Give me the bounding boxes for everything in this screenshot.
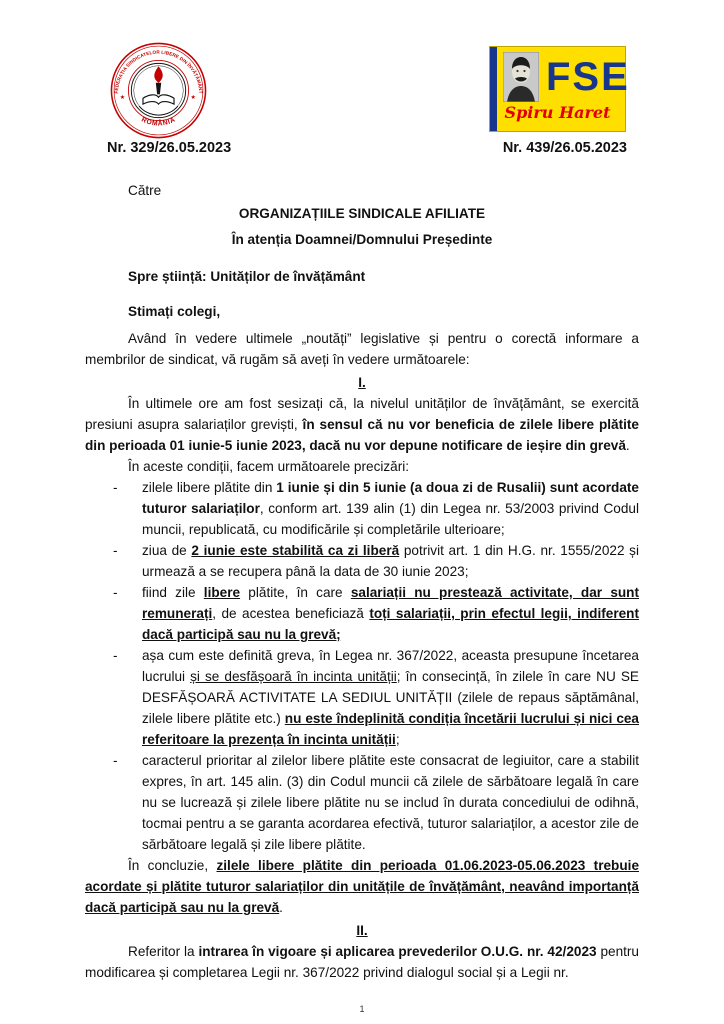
list-item-text: așa cum este definită greva, în Legea nr. 367/2022, aceasta presupune încetarea lucrului și se desfășoară în incinta unității; în consecință, în zilele în care NU SE DESFĂȘOARĂ ACTIVITATE LA SEDIUL UNITĂȚII (zilele de repaus săptămânal, zilele libere plătite etc.) nu este îndeplinită condiția încetării lucrului și nici cea referitoare la prezența în incinta unității; — [142, 648, 639, 747]
cc-line: Spre știință: Unităților de învățământ — [128, 269, 366, 284]
seal-star-right-icon: ★ — [190, 95, 196, 102]
list-dash: - — [113, 480, 118, 495]
list-dash: - — [113, 585, 118, 600]
to-label: Către — [128, 183, 162, 198]
seal-star-left-icon: ★ — [119, 95, 125, 102]
attention-line: În atenția Doamnei/Domnului Președinte — [231, 232, 493, 247]
page-footer — [0, 1004, 724, 1014]
paragraph-intro: Având în vedere ultimele „noutăți” legislative și pentru o corectă informare a membrilor de sindicat, vă rugăm să aveți în vedere următoarele: — [85, 331, 639, 367]
list-item-text: fiind zile libere plătite, în care salariații nu prestează activitate, dar sunt remunerați, de acestea beneficiază toți salariații, prin efectul legii, indiferent dacă participă sau nu la grevă; — [142, 585, 640, 642]
page-number: 1 — [359, 1004, 365, 1014]
list-item-text: ziua de 2 iunie este stabilită ca zi liberă potrivit art. 1 din H.G. nr. 1555/2022 și urmează a se recupera până la data de 30 iunie 2023; — [142, 543, 639, 579]
registration-number-right: Nr. 439/26.05.2023 — [502, 140, 627, 156]
seal-country-text: ROMÂNIA — [140, 116, 177, 128]
fse-logo — [489, 46, 630, 132]
list-dash: - — [113, 648, 118, 663]
fse-name: Spiru Haret — [504, 103, 611, 122]
paragraph-conclusion: În concluzie, zilele libere plătite din perioada 01.06.2023-05.06.2023 trebuie acordate și plătite tuturor salariaților din unitățile de învățământ, neavând importanță dacă participă sau nu la grevă. — [85, 858, 639, 915]
section-heading-1: I. — [358, 375, 366, 390]
paragraph-section2-lead: Referitor la intrarea în vigoare și aplicarea prevederilor O.U.G. nr. 42/2023 pentru modificarea și completarea Legii nr. 367/2022 privind dialogul social și a Legii nr. — [85, 944, 639, 980]
paragraph-section1-lead: În ultimele ore am fost sesizați că, la nivelul unităților de învățământ, se exercită presiuni asupra salariaților greviști, în sensul că nu vor beneficia de zilele libere plătite din perioada 01 iunie-5 iunie 2023, dacă nu vor depune notificare de ieșire din grevă. — [85, 396, 639, 453]
letterhead — [0, 0, 724, 176]
salutation: Stimați colegi, — [128, 304, 221, 319]
spiru-haret-portrait — [503, 52, 539, 102]
list-item — [85, 750, 639, 855]
list-item — [85, 540, 639, 582]
list-item-text: zilele libere plătite din 1 iunie și din 5 iunie (a doua zi de Rusalii) sunt acordate tuturor salariaților, conform art. 139 alin (1) din Legea nr. 53/2003 privind Codul muncii, republicată, cu modificările și completările ulterioare; — [142, 480, 639, 537]
fse-stripe — [490, 47, 497, 131]
seal-ring-text: FEDERAȚIA SINDICATELOR LIBERE DIN ÎNVĂȚĂMÂNT — [113, 49, 204, 94]
letter-body — [85, 180, 639, 983]
section-heading-2: II. — [356, 923, 368, 938]
registration-number-left: Nr. 329/26.05.2023 — [107, 140, 232, 156]
fsli-seal-logo — [110, 42, 207, 139]
paragraph-clarifications-lead: În aceste condiții, facem următoarele precizări: — [128, 459, 410, 474]
list-item — [85, 645, 639, 750]
list-dash: - — [113, 753, 118, 768]
fse-acronym: FSE — [546, 55, 630, 99]
addressee-line: ORGANIZAȚIILE SINDICALE AFILIATE — [238, 206, 486, 221]
fsli-seal-graphic — [110, 42, 207, 139]
list-item — [85, 477, 639, 540]
fse-logo-top — [490, 47, 630, 102]
registration-numbers-row — [107, 140, 627, 156]
list-item-text: caracterul prioritar al zilelor libere plătite este consacrat de legiuitor, care a stabilit expres, în art. 145 alin. (3) din Codul muncii că zilele de sărbătoare legală în care nu se lucrează și zilele libere plătite nu se includ în durata concediului de odihnă, tocmai pentru a se garanta acordarea efectivă, tuturor salariaților, a acestor zile de sărbătoare legală și zile libere plătite. — [142, 753, 639, 852]
list-item — [85, 582, 639, 645]
list-dash: - — [113, 543, 118, 558]
